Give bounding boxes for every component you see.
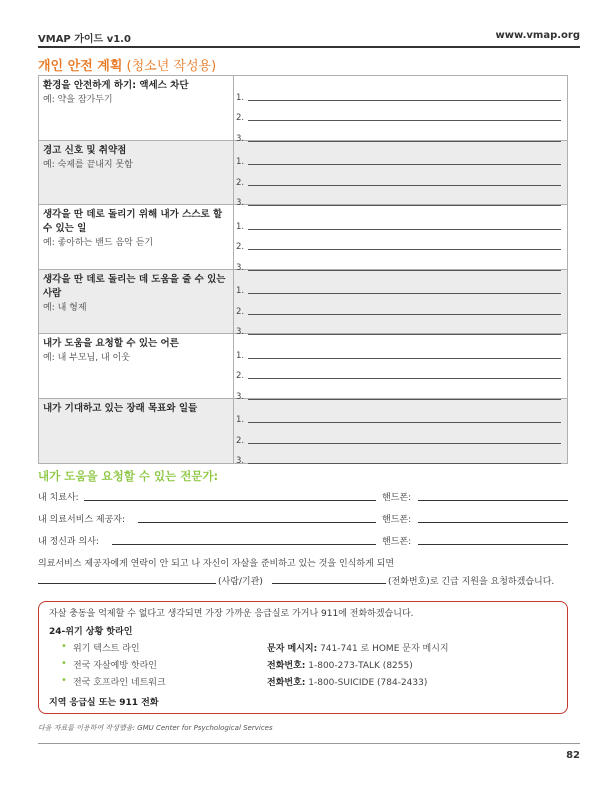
answer-line[interactable]	[248, 240, 561, 250]
page-title	[38, 55, 216, 74]
title-main: 개인 안전 계획	[38, 59, 123, 74]
contact-label: 전화번호:	[267, 678, 306, 688]
crisis-intro: 자살 충동을 억제할 수 없다고 생각되면 가장 가까운 응급실로 가거나 911에 전화하겠습니다.	[49, 609, 414, 619]
field-label: 내 의료서비스 제공자:	[38, 515, 126, 525]
row-answers	[234, 205, 567, 273]
hotline-contact	[267, 658, 413, 671]
hotline-item	[49, 675, 557, 692]
field-label: 내 치료사:	[38, 493, 79, 503]
page-header	[38, 30, 580, 46]
answer-line[interactable]	[248, 220, 561, 230]
table-row	[39, 334, 567, 402]
row-example: 예: 약을 잠가두기	[43, 95, 113, 105]
psychiatrist-field	[38, 534, 568, 550]
row-answers	[234, 76, 567, 144]
line-number: 1.	[236, 415, 245, 425]
line-number: 3.	[236, 391, 245, 402]
line-number: 2.	[236, 435, 245, 446]
line-number: 1.	[236, 350, 245, 361]
hotline-name: 전국 호프라인 네트워크	[73, 678, 166, 688]
row-answers	[234, 334, 567, 402]
bullet-icon: •	[61, 675, 67, 686]
line-number: 3.	[236, 198, 245, 208]
phone-line[interactable]	[418, 544, 568, 545]
safety-plan-table	[38, 75, 568, 464]
crisis-box	[38, 601, 568, 714]
line-number: 3.	[236, 456, 245, 466]
answer-line[interactable]	[248, 434, 561, 444]
phone-number-line[interactable]	[272, 583, 386, 584]
header-divider	[38, 46, 580, 48]
hotline-item	[49, 641, 557, 658]
row-question: 생각을 딴 데로 돌리기 위해 내가 스스로 할 수 있는 일	[43, 209, 223, 234]
person-agency-label: (사람/기관)	[218, 577, 263, 587]
row-question: 환경을 안전하게 하기: 액세스 차단	[43, 80, 189, 91]
row-example: 예: 내 형제	[43, 302, 87, 313]
hotline-contact	[267, 641, 449, 654]
line-number: 1.	[236, 92, 245, 103]
row-prompt	[39, 205, 234, 269]
contact-label: 문자 메시지:	[267, 644, 318, 654]
answer-line[interactable]	[248, 111, 561, 121]
contact-value: 1-800-273-TALK (8255)	[305, 661, 413, 671]
row-answers	[234, 270, 567, 337]
phone-label: 핸드폰:	[382, 537, 412, 547]
line-number: 2.	[236, 242, 245, 252]
row-question: 내가 도움을 요청할 수 있는 어른	[43, 338, 179, 349]
website-link[interactable]: www.vmap.org	[495, 30, 580, 41]
answer-line[interactable]	[248, 91, 561, 101]
answer-line[interactable]	[248, 176, 561, 186]
page-number: 82	[566, 750, 580, 761]
request-suffix: (전화번호)로 긴급 지원을 요청하겠습니다.	[388, 577, 555, 587]
line-number: 1.	[236, 221, 245, 232]
answer-line[interactable]	[248, 305, 561, 315]
row-prompt	[39, 141, 234, 205]
row-example: 예: 좋아하는 밴드 음악 듣기	[43, 238, 154, 248]
professionals-title: 내가 도움을 요청할 수 있는 전문가:	[38, 469, 219, 483]
provider-field	[38, 512, 568, 528]
row-question: 경고 신호 및 취약점	[43, 144, 127, 156]
row-question: 생각을 딴 데로 돌리는 데 도움을 줄 수 있는 사람	[43, 273, 226, 299]
line-number: 3.	[236, 327, 245, 337]
answer-line[interactable]	[248, 349, 561, 359]
title-sub: (청소년 작성용)	[122, 59, 217, 74]
phone-label: 핸드폰:	[382, 493, 412, 503]
row-prompt	[39, 76, 234, 140]
fallback-note: 의료서비스 제공자에게 연락이 안 되고 나 자신이 자살을 준비하고 있는 것을 인식하게 되면	[38, 559, 395, 569]
row-prompt	[39, 334, 234, 398]
contact-value: 1-800-SUICIDE (784-2433)	[305, 678, 428, 688]
contact-value: 741-741 로 HOME 문자 메시지	[317, 644, 449, 654]
answer-line[interactable]	[248, 155, 561, 165]
table-row	[39, 399, 567, 464]
line-number: 2.	[236, 113, 245, 123]
row-example: 예: 숙제를 끝내지 못함	[43, 159, 133, 170]
row-prompt	[39, 399, 234, 464]
answer-line[interactable]	[248, 284, 561, 294]
answer-line[interactable]	[248, 454, 561, 464]
row-answers	[234, 141, 567, 208]
emergency-room-text: 지역 응급실 또는 911 전화	[49, 698, 159, 708]
table-row	[39, 76, 567, 144]
emergency-request-line	[38, 573, 578, 589]
line-number: 2.	[236, 306, 245, 317]
name-line[interactable]	[84, 500, 376, 501]
row-question: 내가 기대하고 있는 장래 목표와 일들	[43, 402, 198, 414]
field-label: 내 정신과 의사:	[38, 537, 99, 547]
table-row	[39, 205, 567, 273]
row-answers	[234, 399, 567, 464]
line-number: 1.	[236, 286, 245, 296]
phone-line[interactable]	[418, 500, 568, 501]
row-example: 예: 내 부모님, 내 이웃	[43, 353, 130, 363]
hotline-name: 위기 텍스트 라인	[73, 644, 140, 654]
line-number: 2.	[236, 177, 245, 188]
person-agency-line[interactable]	[38, 583, 216, 584]
footer-divider	[38, 743, 580, 744]
table-row	[39, 270, 567, 335]
hotline-name: 전국 자살예방 핫라인	[73, 661, 157, 671]
answer-line[interactable]	[248, 413, 561, 423]
line-number: 1.	[236, 157, 245, 167]
hotline-title: 24-위기 상황 핫라인	[49, 627, 133, 637]
phone-line[interactable]	[418, 522, 568, 523]
line-number: 3.	[236, 262, 245, 273]
bullet-icon: •	[61, 641, 67, 652]
line-number: 2.	[236, 371, 245, 381]
therapist-field	[38, 490, 568, 506]
name-line[interactable]	[112, 544, 376, 545]
name-line[interactable]	[138, 522, 376, 523]
row-prompt	[39, 270, 234, 334]
hotline-contact	[267, 675, 427, 688]
answer-line[interactable]	[248, 369, 561, 379]
phone-label: 핸드폰:	[382, 515, 412, 525]
line-number: 3.	[236, 133, 245, 144]
guide-version: VMAP 가이드 v1.0	[38, 34, 131, 45]
contact-label: 전화번호:	[267, 661, 306, 671]
hotline-item	[49, 658, 557, 675]
source-footnote: 다음 자료를 이용하여 작성했음: GMU Center for Psychological Services	[38, 724, 273, 732]
table-row	[39, 141, 567, 206]
bullet-icon: •	[61, 658, 67, 669]
